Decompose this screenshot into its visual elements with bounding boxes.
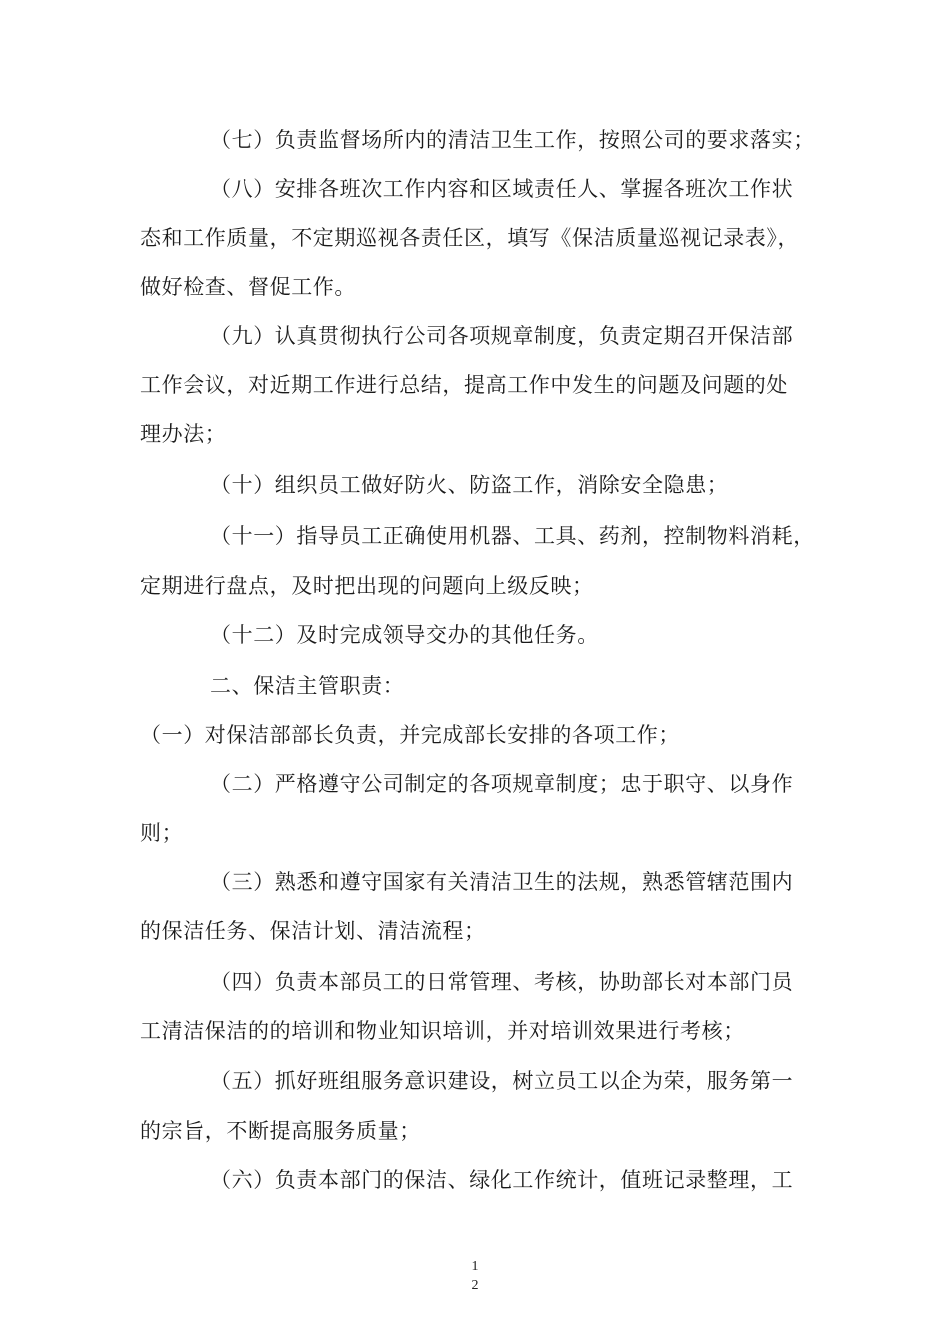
- text-line: （十）组织员工做好防火、防盗工作，消除安全隐患；: [210, 473, 729, 497]
- text-line: 则；: [140, 821, 184, 845]
- text-line: （五）抓好班组服务意识建设，树立员工以企为荣，服务第一: [210, 1069, 794, 1093]
- text-line: 做好检查、督促工作。: [140, 275, 356, 299]
- text-line: （九）认真贯彻执行公司各项规章制度，负责定期召开保洁部: [210, 324, 794, 348]
- page-number: 1: [471, 1259, 479, 1274]
- text-line: 工作会议，对近期工作进行总结，提高工作中发生的问题及问题的处: [140, 373, 788, 397]
- text-line: （八）安排各班次工作内容和区域责任人、掌握各班次工作状: [210, 177, 794, 201]
- text-line: 理办法；: [140, 422, 227, 446]
- text-line: （十一）指导员工正确使用机器、工具、药剂，控制物料消耗，: [210, 524, 815, 548]
- text-line: （四）负责本部员工的日常管理、考核，协助部长对本部门员: [210, 970, 794, 994]
- text-line: （三）熟悉和遵守国家有关清洁卫生的法规，熟悉管辖范围内: [210, 870, 794, 894]
- text-line: 的保洁任务、保洁计划、清洁流程；: [140, 919, 486, 943]
- page-count: 2: [471, 1278, 479, 1293]
- section-heading: 二、保洁主管职责：: [210, 674, 405, 698]
- text-line: 态和工作质量，不定期巡视各责任区，填写《保洁质量巡视记录表》，: [140, 226, 800, 250]
- text-line: （十二）及时完成领导交办的其他任务。: [210, 623, 599, 647]
- text-line: （二）严格遵守公司制定的各项规章制度；忠于职守、以身作: [210, 772, 794, 796]
- text-line: （一）对保洁部部长负责，并完成部长安排的各项工作；: [140, 723, 680, 747]
- text-line: 工清洁保洁的的培训和物业知识培训，并对培训效果进行考核；: [140, 1019, 745, 1043]
- text-line: （六）负责本部门的保洁、绿化工作统计，值班记录整理，工: [210, 1168, 794, 1192]
- text-line: 定期进行盘点，及时把出现的问题向上级反映；: [140, 574, 594, 598]
- text-line: 的宗旨，不断提高服务质量；: [140, 1119, 421, 1143]
- text-line: （七）负责监督场所内的清洁卫生工作，按照公司的要求落实；: [210, 128, 815, 152]
